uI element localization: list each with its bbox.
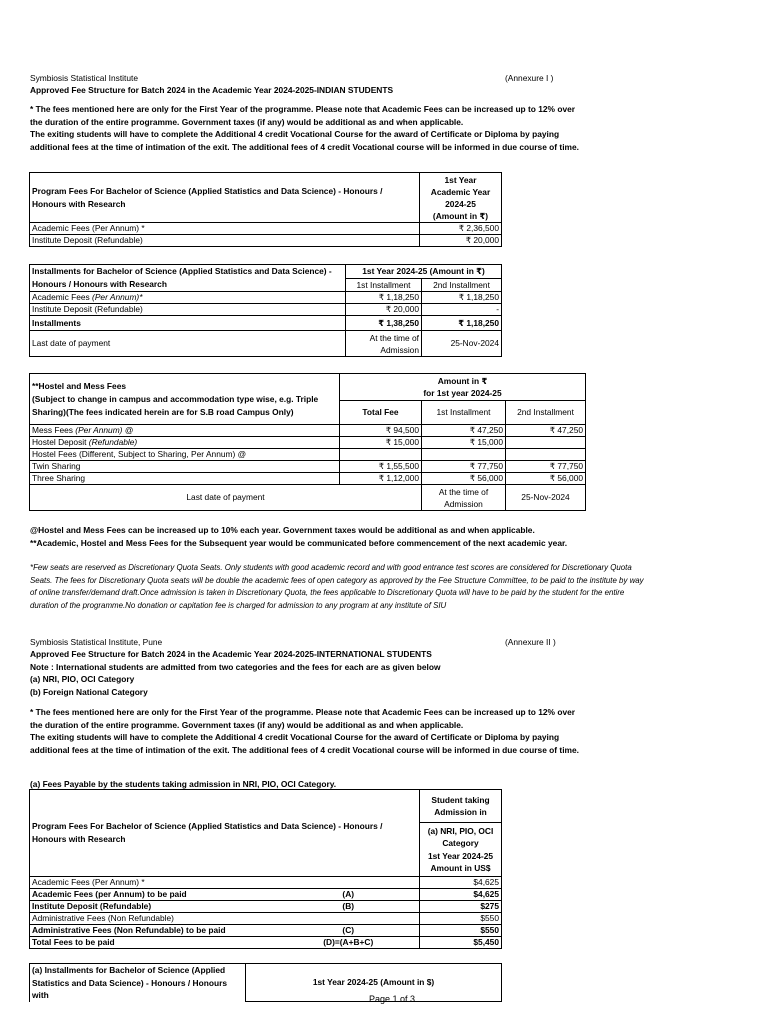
table-row-last-date: Last date of payment At the time of Admission 25-Nov-2024: [30, 485, 586, 511]
hostel-amount-header: Amount in ₹ for 1st year 2024-25: [340, 374, 586, 401]
program-fees-table: [29, 172, 502, 247]
table-row: Hostel Deposit (Refundable) ₹ 15,000 ₹ 15,000: [30, 437, 586, 449]
nri-fees-table: [29, 789, 502, 877]
table-row-total: Installments ₹ 1,38,250 ₹ 1,18,250: [30, 316, 502, 331]
table-row: Institute Deposit (Refundable) (B) $275: [30, 901, 502, 913]
installments-table: [29, 264, 502, 357]
page-number: Page 1 of 3: [369, 994, 416, 1004]
first-installment-header: 1st Installment: [422, 401, 506, 425]
table-row: Institute Deposit (Refundable) ₹ 20,000: [30, 235, 502, 247]
table-row: Academic Fees (Per Annum) * $4,625: [30, 877, 502, 889]
category-b: (b) Foreign National Category: [30, 686, 148, 697]
fee-notes: [30, 103, 579, 153]
nri-fees-rows: [29, 876, 502, 949]
total-fee-header: Total Fee: [340, 401, 422, 425]
nri-installments-group-header: 1st Year 2024-25 (Amount in $): [246, 964, 502, 1002]
note-line: Seats. The fees for Discretionary Quota seats will be double the academic fees of open category as approved by the Fee Structure Committee, to be paid to the institute by way: [30, 575, 644, 585]
table-row: Institute Deposit (Refundable) ₹ 20,000 -: [30, 304, 502, 316]
fee-structure-title-2: Approved Fee Structure for Batch 2024 in the Academic Year 2024-2025-INTERNATIONAL STUDENTS: [30, 649, 432, 659]
note-line: * The fees mentioned here are only for the First Year of the programme. Please note that Academic Fees can be increased up to 12% over: [30, 707, 576, 717]
section-title-nri: (a) Fees Payable by the students taking admission in NRI, PIO, OCI Category.: [30, 779, 337, 789]
hostel-mess-table: [29, 373, 586, 511]
annexure-label: (Annexure I ): [505, 73, 554, 83]
hostel-notes: [30, 524, 567, 549]
fee-structure-title: Approved Fee Structure for Batch 2024 in the Academic Year 2024-2025-INDIAN STUDENTS: [30, 85, 394, 95]
second-installment-header: 2nd Installment: [506, 401, 586, 425]
table-row: Three Sharing ₹ 1,12,000 ₹ 56,000 ₹ 56,000: [30, 473, 586, 485]
program-fees-header: Program Fees For Bachelor of Science (Applied Statistics and Data Science) - Honours / Honours with Research: [30, 173, 420, 223]
installments-group-header: 1st Year 2024-25 (Amount in ₹): [346, 265, 502, 279]
note-line: of online transfer/demand draft.Once admission is taken in Discretionary Quota, the fees applicable to Discretionary Quota will have to be paid by the student for the entire: [30, 588, 625, 597]
note-line: additional fees at the time of intimation of the exit. The additional fees of 4 credit Vocational course will be informed in due course of time.: [30, 141, 579, 152]
first-installment-header: 1st Installment: [346, 279, 422, 292]
installments-header: Installments for Bachelor of Science (Applied Statistics and Data Science) - Honours / Honours with Research: [30, 265, 346, 292]
nri-student-header: Student taking Admission in: [420, 790, 502, 823]
nri-program-header: Program Fees For Bachelor of Science (Applied Statistics and Data Science) - Honours / Honours with Research: [30, 790, 420, 877]
note-line: *Few seats are reserved as Discretionary Quota Seats. Only students with good academic record and with good entrance test scores are considered for Discretionary Quota: [30, 563, 632, 572]
hostel-header: **Hostel and Mess Fees (Subject to change in campus and accommodation type wise, e.g. Triple Sharing)(The fees indicated herein are for S.B road Campus Only): [30, 374, 340, 425]
nri-amount-header: (a) NRI, PIO, OCI Category 1st Year 2024-25 Amount in US$: [420, 823, 502, 877]
nri-installments-table: [29, 963, 502, 1002]
note-line: The exiting students will have to complete the Additional 4 credit Vocational Course for the award of Certificate or Diploma by paying: [30, 732, 560, 742]
note-line: @Hostel and Mess Fees can be increased up to 10% each year. Government taxes would be additional as and when applicable.: [30, 525, 535, 535]
note-line: the duration of the entire programme. Government taxes (if any) would be additional as and when applicable.: [30, 719, 464, 730]
table-row: Hostel Fees (Different, Subject to Sharing, Per Annum) @: [30, 449, 586, 461]
table-row: Administrative Fees (Non Refundable) to be paid (C) $550: [30, 925, 502, 937]
note-line: **Academic, Hostel and Mess Fees for the Subsequent year would be communicated before commencement of the next academic year.: [30, 537, 568, 548]
table-row: Administrative Fees (Non Refundable) $550: [30, 913, 502, 925]
annexure-label-2: (Annexure II ): [505, 637, 556, 647]
institute-name: Symbiosis Statistical Institute: [30, 73, 138, 83]
note-line: duration of the programme.No donation or capitation fee is charged for admission to any program at any institute of SIU: [30, 600, 447, 610]
note-line: * The fees mentioned here are only for the First Year of the programme. Please note that Academic Fees can be increased up to 12% over: [30, 104, 576, 114]
intl-heading-block: [30, 648, 440, 698]
institute-name-2: Symbiosis Statistical Institute, Pune: [30, 637, 163, 647]
table-row: Academic Fees (Per Annum)* ₹ 1,18,250 ₹ 1,18,250: [30, 292, 502, 304]
nri-installments-header: (a) Installments for Bachelor of Science (Applied Statistics and Data Science) - Honours / Honours with: [30, 964, 246, 1002]
category-a: (a) NRI, PIO, OCI Category: [30, 674, 135, 684]
second-installment-header: 2nd Installment: [422, 279, 502, 292]
amount-header: 1st Year Academic Year 2024-25 (Amount in ₹): [420, 173, 502, 223]
note-line: the duration of the entire programme. Government taxes (if any) would be additional as and when applicable.: [30, 116, 464, 127]
table-row: Academic Fees (per Annum) to be paid (A) $4,625: [30, 889, 502, 901]
intl-note: Note : International students are admitted from two categories and the fees for each are as given below: [30, 661, 441, 672]
note-line: The exiting students will have to complete the Additional 4 credit Vocational Course for the award of Certificate or Diploma by paying: [30, 129, 560, 139]
quota-notes: [30, 562, 644, 612]
table-row: Academic Fees (Per Annum) * ₹ 2,36,500: [30, 223, 502, 235]
table-row-last-date: Last date of payment At the time of Admission 25-Nov-2024: [30, 331, 502, 357]
note-line: additional fees at the time of intimation of the exit. The additional fees of 4 credit Vocational course will be informed in due course of time.: [30, 744, 579, 755]
table-row: Mess Fees (Per Annum) @ ₹ 94,500 ₹ 47,250 ₹ 47,250: [30, 425, 586, 437]
table-row: Twin Sharing ₹ 1,55,500 ₹ 77,750 ₹ 77,750: [30, 461, 586, 473]
fee-notes-2: [30, 706, 579, 756]
table-row-total: Total Fees to be paid (D)=(A+B+C) $5,450: [30, 937, 502, 949]
